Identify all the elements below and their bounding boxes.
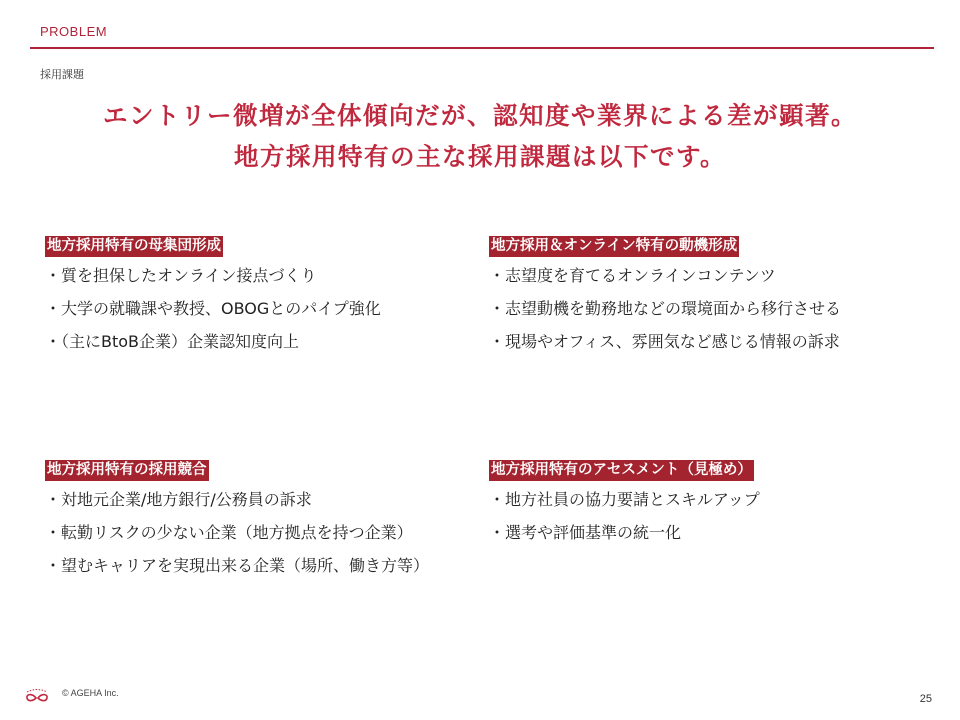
list-item: ・志望度を育てるオンラインコンテンツ [489,266,776,285]
header-divider [30,47,934,49]
list-item: ・現場やオフィス、雰囲気など感じる情報の訴求 [489,332,840,351]
list-item: ・望むキャリアを実現出来る企業（場所、働き方等） [45,556,430,575]
list-item: ・大学の就職課や教授、OBOGとのパイプ強化 [45,299,381,318]
issue-block-assessment [489,459,760,555]
slide-subtitle: 採用課題 [40,68,84,81]
issue-list [45,489,429,577]
issue-list [489,265,841,353]
issue-tag: 地方採用特有の採用競合 [45,460,209,481]
slide-headline [0,95,960,177]
issue-block-competition [45,459,429,588]
issue-tag: 地方採用特有の母集団形成 [45,236,223,257]
issue-block-motivation [489,235,841,364]
headline-line-1: エントリー微増が全体傾向だが、認知度や業界による差が顕著。 [103,101,857,130]
copyright-text: © AGEHA Inc. [62,688,119,698]
issue-list [45,265,381,353]
page-number: 25 [919,693,932,705]
issue-tag: 地方採用特有のアセスメント（見極め） [489,460,754,481]
headline-line-2: 地方採用特有の主な採用課題は以下です。 [233,142,727,171]
issue-tag: 地方採用＆オンライン特有の動機形成 [489,236,739,257]
list-item: ・（主にBtoB企業）企業認知度向上 [45,332,300,351]
issue-block-population [45,235,381,364]
list-item: ・質を担保したオンライン接点づくり [45,266,317,285]
list-item: ・地方社員の協力要請とスキルアップ [489,490,760,509]
list-item: ・選考や評価基準の統一化 [489,523,682,542]
list-item: ・対地元企業/地方銀行/公務員の訴求 [45,490,312,509]
section-label: PROBLEM [40,24,108,39]
issue-list [489,489,760,544]
list-item: ・志望動機を勤務地などの環境面から移行させる [489,299,842,318]
ageha-logo-icon [23,686,51,704]
list-item: ・転勤リスクの少ない企業（地方拠点を持つ企業） [45,523,413,542]
